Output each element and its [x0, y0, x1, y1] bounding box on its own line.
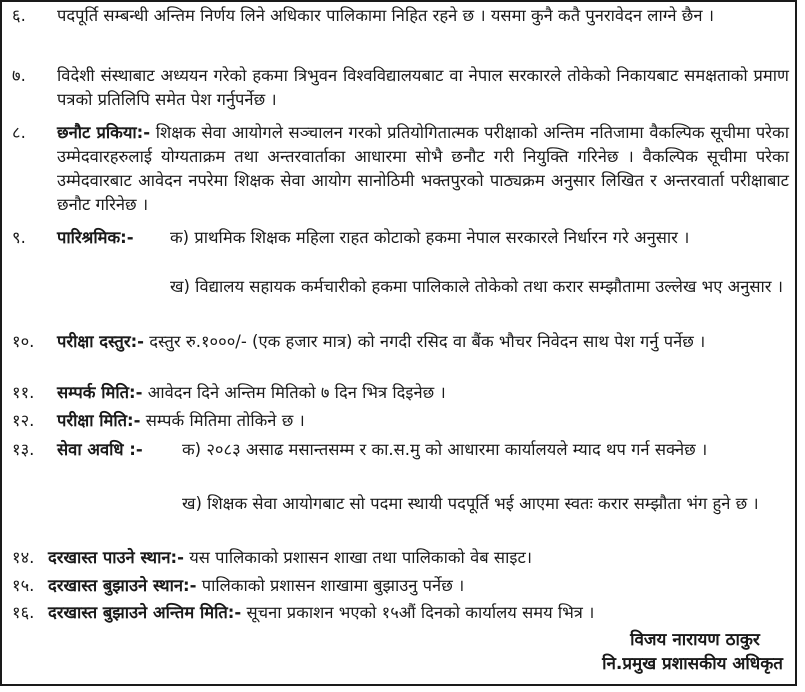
- clause-text: विदेशी संस्थाबाट अध्ययन गरेको हकमा त्रिभुवन विश्वविद्यालयबाट वा नेपाल सरकारले तोकेको निकायबाट समक्षताको प्रमाण पत्रको प्रतिलिपि समेत पेश गर्नुपर्नेछ ।: [57, 66, 789, 109]
- clause-8: [2, 121, 799, 217]
- clause-number: १२.: [12, 411, 35, 430]
- clause-9-sub-kha: [2, 275, 799, 325]
- clause-12: [2, 409, 799, 434]
- clause-text: क) २०८३ असाढ मसान्तसम्म र का.स.मु को आधारमा कार्यालयले म्याद थप गर्न सक्नेछ ।: [182, 440, 708, 459]
- clause-text: आवेदन दिने अन्तिम मितिको ७ दिन भित्र दिइनेछ ।: [147, 383, 446, 402]
- clause-9: [2, 226, 799, 276]
- clause-text: शिक्षक सेवा आयोगले सञ्चालन गरको प्रतियोगितात्मक परीक्षाको अन्तिम नतिजामा वैकल्पिक सूचीमा परेका उम्मेदवारहरुलाई योग्यताक्रम तथा अन्तरवार्ताका आधारमा सोभै छनौट गरी नियुक्ति गरिनेछ । वैकल्पिक सूचीमा परेका उम्मेदवारबाट आवेदन नपरेमा शिक्षक सेवा आयोग सानोठिमी भक्तपुरको पाठ्यक्रम अनुसार लिखित र अन्तरवार्ता परीक्षाबाट छनौट गरिनेछ ।: [57, 123, 790, 214]
- clause-6: [2, 4, 799, 54]
- clause-body: [57, 381, 789, 405]
- signature-block: [602, 628, 783, 676]
- clause-label: पारिश्रमिक:-: [57, 228, 134, 247]
- clause-16: [2, 601, 799, 626]
- clause-body: [57, 330, 789, 354]
- clause-body: [48, 601, 789, 625]
- clause-label: सम्पर्क मिति:-: [57, 383, 143, 402]
- clause-text: सम्पर्क मितिमा तोकिने छ ।: [145, 411, 305, 430]
- clause-number: ६.: [12, 6, 26, 25]
- clause-body: [57, 121, 789, 217]
- clause-label: सेवा अवधि :-: [57, 440, 143, 459]
- clause-body: [57, 409, 789, 433]
- clause-14: [2, 546, 799, 571]
- clause-label: परीक्षा दस्तुर:-: [57, 332, 145, 351]
- clause-number: १३.: [12, 440, 35, 459]
- clause-13-sub-kha: [2, 492, 799, 542]
- clause-number: ७.: [12, 66, 26, 85]
- clause-text: दस्तुर रु.१०००/- (एक हजार मात्र) को नगदी रसिद वा बैंक भौचर निवेदन साथ पेश गर्नु पर्नेछ ।: [149, 332, 706, 351]
- clause-text: पालिकाको प्रशासन शाखामा बुझाउनु पर्नेछ ।: [201, 576, 465, 595]
- clause-text: सूचना प्रकाशन भएको १५औं दिनको कार्यालय समय भित्र ।: [246, 603, 595, 622]
- clause-label: दरखास्त बुझाउने अन्तिम मिति:-: [48, 603, 242, 622]
- clause-number: १६.: [12, 603, 35, 622]
- clause-body: [48, 546, 789, 570]
- clause-label: छनौट प्रकिया:-: [57, 123, 151, 142]
- clause-text: पदपूर्ति सम्बन्धी अन्तिम निर्णय लिने अधिकार पालिकामा निहित रहने छ । यसमा कुनै कतै पुनरावेदन लाग्ने छैन ।: [57, 6, 714, 25]
- clause-10: [2, 330, 799, 380]
- clause-text: क) प्राथमिक शिक्षक महिला राहत कोटाको हकमा नेपाल सरकारले निर्धारन गरे अनुसार ।: [170, 228, 690, 247]
- clause-number: १०.: [12, 332, 35, 351]
- clause-number: ८.: [12, 123, 26, 142]
- clause-15: [2, 574, 799, 599]
- clause-number: ११.: [12, 383, 35, 402]
- clause-13: [2, 438, 799, 488]
- clause-7: [2, 64, 799, 114]
- clause-number: १५.: [12, 576, 35, 595]
- clause-label: परीक्षा मिति:-: [57, 411, 141, 430]
- clause-text: ख) विद्यालय सहायक कर्मचारीको हकमा पालिकाले तोकेको तथा करार सम्झौतामा उल्लेख भए अनुसार ।: [170, 277, 784, 296]
- clause-label: दरखास्त बुझाउने स्थान:-: [48, 576, 197, 595]
- signatory-title: नि.प्रमुख प्रशासकीय अधिकृत: [602, 654, 783, 674]
- clause-text: यस पालिकाको प्रशासन शाखा तथा पालिकाको वेब साइट।: [189, 548, 533, 567]
- signatory-name: विजय नारायण ठाकुर: [630, 630, 760, 650]
- clause-11: [2, 381, 799, 406]
- clause-body: [48, 574, 789, 598]
- clause-number: १४.: [12, 548, 35, 567]
- clause-label: दरखास्त पाउने स्थान:-: [48, 548, 184, 567]
- clause-text: ख) शिक्षक सेवा आयोगबाट सो पदमा स्थायी पदपूर्ति भई आएमा स्वतः करार सम्झौता भंग हुने छ ।: [182, 494, 759, 513]
- clause-number: ९.: [12, 228, 26, 247]
